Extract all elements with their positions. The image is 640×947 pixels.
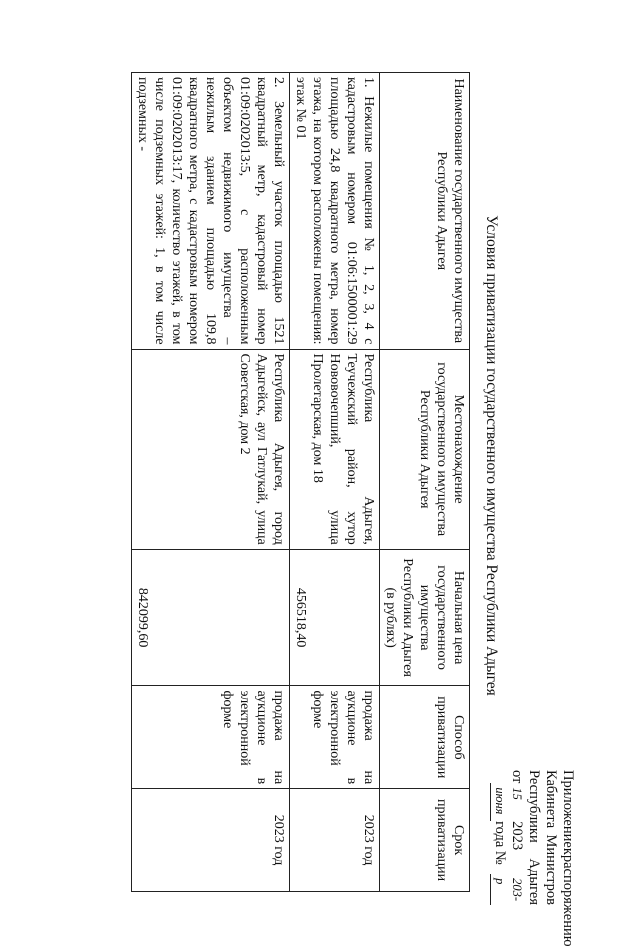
cell-method: продажа на аукционе в электронной форме [132,686,290,789]
cell-location: Республика Адыгея, город Адыгейск, аул Гатлукай, улица Советская, дом 2 [132,349,290,549]
appendix-line-3 [525,770,542,905]
cell-method: продажа на аукционе в электронной форме [290,686,380,789]
appendix-note [490,770,576,947]
appendix-line-2 [542,770,559,905]
appendix-word: Министров [543,834,559,905]
handwritten-date: 15 июня [490,783,525,821]
cell-name: 1. Нежилые помещения № 1, 2, 3, 4 с кадастровым номером 01:06:1500001:29 площадью 24,8 квадратного метра, номер этажа, на котором расположены помещения: этаж № 01 [290,73,380,350]
handwritten-number: 203-р [490,874,525,905]
appendix-line-1 [559,770,576,947]
table-row [132,73,290,892]
column-header-price: Начальная цена государственного имущества Республики Адыгея (в рублях) [380,549,470,686]
table-header-row [380,73,470,892]
appendix-word: 2023 года № [492,821,525,865]
column-header-term: Срок приватизации [380,789,470,892]
appendix-word: к [560,847,576,855]
column-header-name: Наименование государственного имущества Республики Адыгея [380,73,470,350]
column-header-method: Способ приватизации [380,686,470,789]
appendix-word: Кабинета [543,770,559,829]
cell-term: 2023 год [132,789,290,892]
appendix-word: Республики [526,770,542,843]
cell-price: 456518,40 [290,549,380,686]
appendix-word: от [509,770,525,784]
document-title: Условия приватизации государственного имущества Республики Адыгея [483,215,500,696]
cell-term: 2023 год [290,789,380,892]
appendix-word: Адыгея [526,858,542,905]
cell-name: 2. Земельный участок площадью 1521 квадратный метр, кадастровый номер 01:09:0202013:5, с расположенным объектом недвижимого имущества – нежилым зданием площадью 109,8 квадратного метра, с кадастровым номером 01:09:0202013:17, количество этажей, в том числе подземных этажей: 1, в том числе подземных - [132,73,290,350]
appendix-word: Приложение [560,770,576,848]
cell-location: Республика Адыгея, Теучежский район, хутор Нововочепший, улица Пролетарская, дом 18 [290,349,380,549]
privatization-table [131,72,470,892]
table-row [290,73,380,892]
cell-price: 842099,60 [132,549,290,686]
appendix-word: распоряжению [560,854,576,947]
column-header-location: Местонахождение государственного имущества Республики Адыгея [380,349,470,549]
